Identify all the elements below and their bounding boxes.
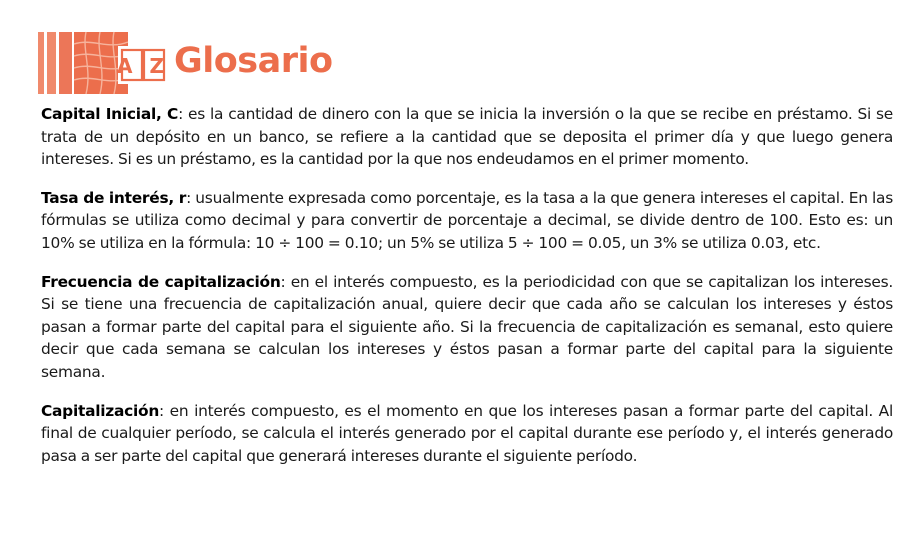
stripe-1 — [38, 32, 44, 94]
stripe-2 — [47, 32, 56, 94]
glossary-header — [38, 30, 458, 96]
page-title: Glosario — [174, 41, 333, 81]
az-letters: A Z — [117, 54, 169, 78]
glossary-entry-tasa-de-interes — [41, 187, 893, 255]
definition: : usualmente expresada como porcentaje, es la tasa a la que genera intereses el capital. En las fórmulas se utiliza como decimal y para convertir de porcentaje a decimal, se divide dentro de 100. Esto es: un 10% se utiliza en la fórmula: 10 ÷ 100 = 0.10; un 5% se utiliza 5 ÷ 100 = 0.05, un 3% se utiliza 0.03, etc. — [41, 188, 893, 252]
term: Capitalización — [41, 401, 160, 420]
glossary-entry-capital-inicial — [41, 103, 893, 171]
definition: : en interés compuesto, es el momento en que los intereses pasan a formar parte del capital. Al final de cualquier período, se calcula el interés generado por el capital durante ese período y, el interés generado pasa a ser parte del capital que generará intereses durante el siguiente período. — [41, 401, 893, 465]
term: Frecuencia de capitalización — [41, 272, 281, 291]
glossary-list — [41, 103, 893, 483]
definition: : en el interés compuesto, es la periodicidad con que se capitalizan los intereses. Si se tiene una frecuencia de capitalización anual, quiere decir que cada año se calculan los intereses y éstos pasan a formar parte del capital para el siguiente año. Si la frecuencia de capitalización es semanal, esto quiere decir que cada semana se calculan los intereses y éstos pasan a formar parte del capital para la siguiente semana. — [41, 272, 893, 381]
glossary-entry-frecuencia-de-capitalizacion — [41, 271, 893, 384]
definition: : es la cantidad de dinero con la que se inicia la inversión o la que se recibe en préstamo. Si se trata de un depósito en un banco, se refiere a la cantidad que se deposita el primer día y que luego genera intereses. Si es un préstamo, es la cantidad por la que nos endeudamos en el primer momento. — [41, 105, 893, 169]
glossary-entry-capitalizacion — [41, 400, 893, 468]
term: Tasa de interés, r — [41, 188, 187, 207]
stripe-3 — [59, 32, 72, 94]
term: Capital Inicial, C — [41, 105, 179, 123]
